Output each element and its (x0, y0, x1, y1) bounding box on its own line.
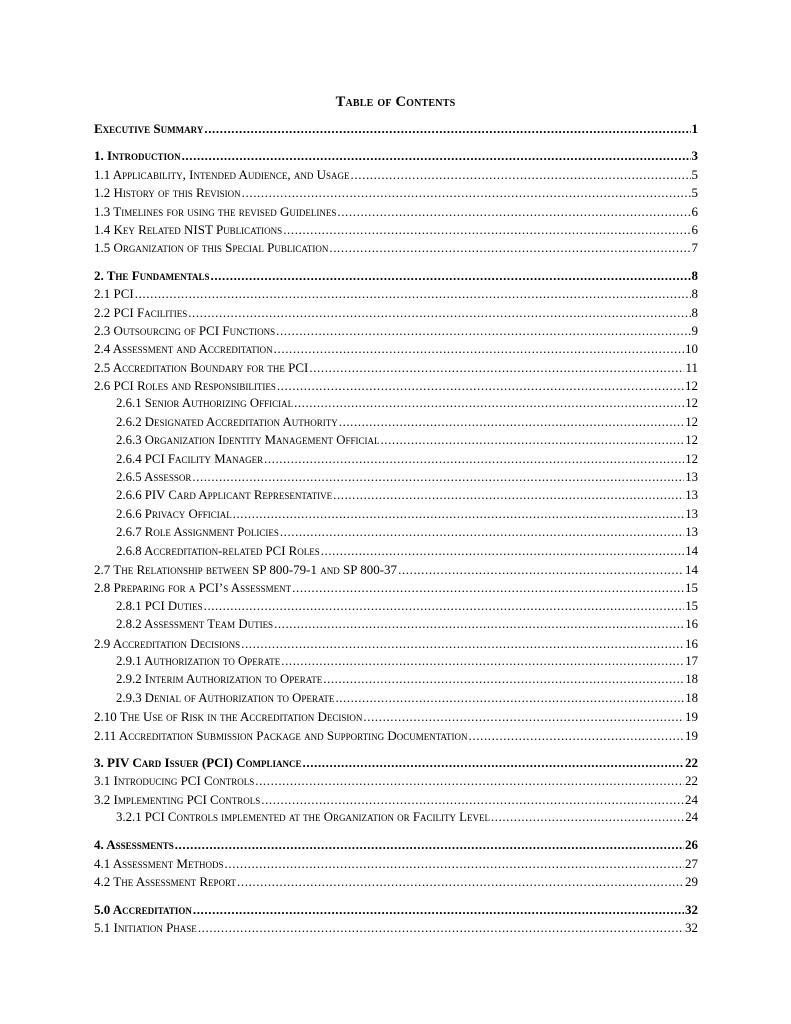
toc-entry-label: 2.6.1 Senior Authorizing Official (116, 396, 294, 411)
toc-page-number: 32 (685, 920, 698, 936)
toc-dot-leader (398, 562, 684, 578)
toc-page-number: 12 (685, 433, 698, 448)
toc-dot-leader (264, 452, 684, 467)
toc-dot-leader (242, 185, 691, 201)
toc-dot-leader (321, 544, 684, 559)
toc-page-number: 24 (685, 810, 698, 825)
toc-subsection-entry[interactable] (94, 654, 698, 672)
toc-section-entry[interactable] (94, 121, 698, 139)
toc-subsection-entry[interactable] (94, 452, 698, 470)
toc-entry[interactable] (94, 286, 698, 304)
toc-entry-label: 2.4 Assessment and Accreditation (94, 341, 273, 357)
toc-page-number: 12 (685, 414, 698, 429)
toc-section-entry[interactable] (94, 268, 698, 286)
toc-page-number: 12 (685, 396, 698, 411)
toc-dot-leader (255, 773, 684, 789)
toc-dot-leader (333, 488, 684, 503)
toc-entry[interactable] (94, 222, 698, 240)
toc-section-entry[interactable] (94, 755, 698, 773)
toc-dot-leader (135, 286, 691, 302)
toc-page-number: 7 (691, 240, 698, 256)
toc-dot-leader (335, 691, 684, 706)
toc-page-number: 5 (691, 166, 698, 182)
page-title: Table of Contents (335, 94, 456, 110)
toc-subsection-entry[interactable] (94, 810, 698, 828)
toc-page-number: 1 (691, 121, 698, 136)
toc-dot-leader (309, 360, 684, 376)
toc-entry[interactable] (94, 378, 698, 396)
toc-entry-label: 2.6 PCI Roles and Responsibilities (94, 378, 276, 394)
toc-dot-leader (491, 810, 684, 825)
toc-page-number: 12 (685, 378, 698, 394)
toc-page-number: 19 (685, 709, 698, 725)
toc-entry[interactable] (94, 856, 698, 874)
toc-dot-leader (175, 837, 684, 853)
toc-subsection-entry[interactable] (94, 415, 698, 433)
toc-subsection-entry[interactable] (94, 433, 698, 451)
toc-entry[interactable] (94, 305, 698, 323)
toc-entry-label: 3. PIV Card Issuer (PCI) Compliance (94, 754, 302, 770)
toc-page-number: 16 (685, 617, 698, 632)
toc-page-number: 17 (685, 653, 698, 668)
toc-entry-label: 3.1 Introducing PCI Controls (94, 773, 255, 789)
toc-entry-label: 2.8.2 Assessment Team Duties (116, 617, 274, 632)
toc-dot-leader (261, 792, 684, 808)
toc-entry-label: 2.5 Accreditation Boundary for the PCI (94, 359, 309, 375)
table-of-contents (94, 121, 698, 938)
toc-entry-label: 2.11 Accreditation Submission Package and Supporting Documentation (94, 727, 468, 743)
toc-entry-label: 2.10 The Use of Risk in the Accreditation Decision (94, 709, 363, 725)
toc-page-number: 14 (685, 543, 698, 558)
toc-subsection-entry[interactable] (94, 525, 698, 543)
toc-subsection-entry[interactable] (94, 672, 698, 690)
toc-entry-label: 2.6.6 Privacy Official (116, 506, 232, 521)
toc-entry-label: 2.3 Outsourcing of PCI Functions (94, 322, 276, 338)
toc-dot-leader (182, 148, 691, 164)
toc-entry-label: 1.2 History of this Revision (94, 185, 241, 201)
toc-dot-leader (281, 654, 684, 669)
toc-dot-leader (274, 341, 684, 357)
toc-entry-label: 2.8 Preparing for a PCI’s Assessment (94, 580, 292, 596)
toc-entry[interactable] (94, 709, 698, 727)
toc-page-number: 18 (685, 672, 698, 687)
toc-page-number: 8 (691, 286, 698, 302)
toc-entry[interactable] (94, 167, 698, 185)
toc-page-number: 13 (685, 506, 698, 521)
toc-section-entry[interactable] (94, 902, 698, 920)
toc-dot-leader (303, 755, 684, 771)
toc-page-number: 3 (691, 148, 698, 164)
toc-page-number: 13 (685, 525, 698, 540)
toc-page-number: 26 (685, 837, 698, 853)
toc-page-number: 13 (685, 488, 698, 503)
toc-entry-label: 2.6.2 Designated Accreditation Authority (116, 414, 338, 429)
toc-entry[interactable] (94, 204, 698, 222)
toc-entry-label: 2.9.3 Denial of Authorization to Operate (116, 690, 335, 705)
toc-dot-leader (351, 167, 691, 183)
toc-dot-leader (204, 599, 685, 614)
toc-entry-label: 2.6.6 PIV Card Applicant Representative (116, 488, 333, 503)
toc-subsection-entry[interactable] (94, 691, 698, 709)
toc-page-number: 8 (691, 304, 698, 320)
toc-page-number: 15 (685, 598, 698, 613)
toc-page-number: 29 (685, 874, 698, 890)
toc-dot-leader (198, 920, 684, 936)
toc-entry-label: 2.7 The Relationship between SP 800-79-1 and SP 800-37 (94, 561, 398, 577)
toc-dot-leader (381, 433, 685, 448)
toc-entry-label: 1.1 Applicability, Intended Audience, and Usage (94, 166, 350, 182)
toc-entry-label: 2.6.7 Role Assignment Policies (116, 525, 279, 540)
toc-entry[interactable] (94, 773, 698, 791)
toc-entry-label: 2.6.8 Accreditation-related PCI Roles (116, 543, 320, 558)
toc-subsection-entry[interactable] (94, 396, 698, 414)
toc-section-entry[interactable] (94, 837, 698, 855)
toc-entry-label: 2.2 PCI Facilities (94, 304, 188, 320)
toc-page-number: 16 (685, 635, 698, 651)
toc-entry[interactable] (94, 185, 698, 203)
toc-page-number: 27 (685, 855, 698, 871)
toc-dot-leader (339, 415, 684, 430)
toc-dot-leader (280, 525, 684, 540)
toc-dot-leader (274, 617, 684, 632)
toc-page-number: 10 (685, 341, 698, 357)
toc-page-number: 15 (685, 580, 698, 596)
toc-dot-leader (294, 396, 684, 411)
toc-subsection-entry[interactable] (94, 507, 698, 525)
toc-dot-leader (225, 856, 685, 872)
toc-page-number: 24 (685, 791, 698, 807)
toc-entry[interactable] (94, 792, 698, 810)
toc-entry-label: 5.1 Initiation Phase (94, 920, 197, 936)
toc-dot-leader (363, 709, 684, 725)
toc-dot-leader (210, 268, 690, 284)
toc-entry[interactable] (94, 562, 698, 580)
toc-subsection-entry[interactable] (94, 617, 698, 635)
toc-entry-label: 1.5 Organization of this Special Publication (94, 240, 329, 256)
toc-page-number: 32 (685, 901, 698, 917)
toc-page-number: 6 (691, 221, 698, 237)
toc-page-number: 19 (685, 727, 698, 743)
toc-entry-label: 2.6.4 PCI Facility Manager (116, 451, 264, 466)
toc-entry[interactable] (94, 636, 698, 654)
toc-entry-label: 3.2 Implementing PCI Controls (94, 791, 261, 807)
toc-entry-label: 2.8.1 PCI Duties (116, 598, 203, 613)
toc-entry-label: 2.1 PCI (94, 286, 134, 302)
toc-page-number: 18 (685, 690, 698, 705)
toc-dot-leader (276, 323, 690, 339)
toc-entry-label: 4.2 The Assessment Report (94, 874, 237, 890)
toc-page-number: 11 (685, 359, 698, 375)
toc-entry[interactable] (94, 920, 698, 938)
toc-entry[interactable] (94, 874, 698, 892)
toc-dot-leader (192, 470, 684, 485)
toc-entry-label: 1.3 Timelines for using the revised Guidelines (94, 203, 337, 219)
toc-entry-label: Executive Summary (94, 121, 204, 136)
toc-dot-leader (329, 240, 690, 256)
toc-entry-label: 2. The Fundamentals (94, 267, 210, 283)
toc-entry[interactable] (94, 341, 698, 359)
toc-entry[interactable] (94, 728, 698, 746)
toc-entry-label: 2.9 Accreditation Decisions (94, 635, 241, 651)
toc-entry-label: 4. Assessments (94, 837, 174, 853)
toc-page-number: 13 (685, 470, 698, 485)
toc-entry-label: 2.6.3 Organization Identity Management Official (116, 433, 380, 448)
toc-page-number: 5 (691, 185, 698, 201)
toc-dot-leader (193, 902, 684, 918)
toc-dot-leader (233, 507, 685, 522)
toc-entry[interactable] (94, 580, 698, 598)
toc-dot-leader (292, 580, 684, 596)
toc-dot-leader (277, 378, 684, 394)
toc-dot-leader (204, 121, 690, 137)
toc-entry[interactable] (94, 240, 698, 258)
toc-page-number: 8 (691, 267, 698, 283)
toc-entry[interactable] (94, 360, 698, 378)
toc-page-number: 22 (685, 773, 698, 789)
toc-entry[interactable] (94, 323, 698, 341)
toc-dot-leader (241, 636, 684, 652)
toc-entry-label: 2.6.5 Assessor (116, 470, 192, 485)
toc-dot-leader (337, 204, 690, 220)
toc-subsection-entry[interactable] (94, 470, 698, 488)
toc-dot-leader (237, 874, 684, 890)
toc-dot-leader (469, 728, 684, 744)
toc-page-number: 9 (691, 322, 698, 338)
toc-entry-label: 1.4 Key Related NIST Publications (94, 221, 283, 237)
toc-page-number: 14 (685, 561, 698, 577)
toc-section-entry[interactable] (94, 148, 698, 166)
toc-subsection-entry[interactable] (94, 599, 698, 617)
toc-page-number: 12 (685, 451, 698, 466)
toc-entry-label: 3.2.1 PCI Controls implemented at the Organization or Facility Level (116, 810, 490, 825)
toc-entry-label: 5.0 Accreditation (94, 901, 192, 917)
toc-entry-label: 1. Introduction (94, 148, 181, 164)
toc-dot-leader (323, 672, 684, 687)
toc-entry-label: 2.9.1 Authorization to Operate (116, 653, 281, 668)
toc-subsection-entry[interactable] (94, 544, 698, 562)
toc-entry-label: 2.9.2 Interim Authorization to Operate (116, 672, 323, 687)
toc-subsection-entry[interactable] (94, 488, 698, 506)
toc-dot-leader (188, 305, 690, 321)
toc-page-number: 22 (685, 754, 698, 770)
toc-page-number: 6 (691, 203, 698, 219)
toc-entry-label: 4.1 Assessment Methods (94, 855, 224, 871)
toc-dot-leader (283, 222, 690, 238)
